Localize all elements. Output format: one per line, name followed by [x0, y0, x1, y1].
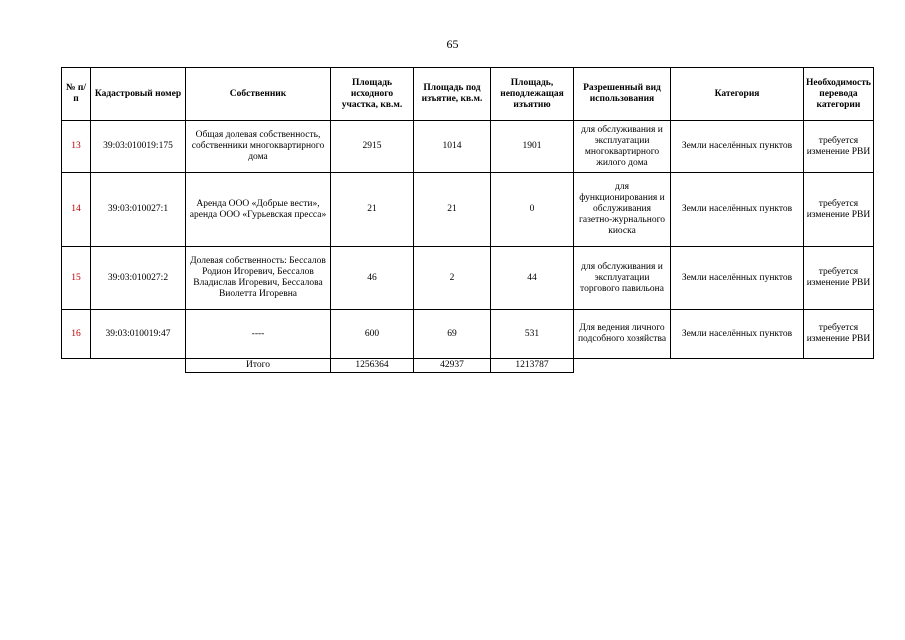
cell-permitted-use: для функционирования и обслуживания газетно-журнального киоска	[574, 173, 671, 247]
cell-transfer-needed: требуется изменение РВИ	[804, 310, 874, 359]
cell-cadastral: 39:03:010027:1	[91, 173, 186, 247]
cell-area-initial: 2915	[331, 121, 414, 173]
cell-transfer-needed: требуется изменение РВИ	[804, 173, 874, 247]
table-row	[62, 121, 874, 173]
page-number: 65	[446, 37, 459, 51]
cell-area-seized: 2	[414, 247, 491, 310]
cell-cadastral: 39:03:010019:47	[91, 310, 186, 359]
totals-row	[62, 359, 874, 373]
totals-area-initial: 1256364	[331, 359, 414, 373]
header-area-initial: Площадь исходного участка, кв.м.	[331, 68, 414, 121]
cell-owner: ----	[186, 310, 331, 359]
cell-cadastral: 39:03:010019:175	[91, 121, 186, 173]
totals-label: Итого	[186, 359, 331, 373]
cell-num: 15	[62, 247, 91, 310]
header-cadastral: Кадастровый номер	[91, 68, 186, 121]
header-area-remaining: Площадь, неподлежащая изъятию	[491, 68, 574, 121]
cell-owner: Общая долевая собственность, собственники многоквартирного дома	[186, 121, 331, 173]
cell-category: Земли населённых пунктов	[671, 173, 804, 247]
cell-num: 16	[62, 310, 91, 359]
cell-num: 13	[62, 121, 91, 173]
header-owner: Собственник	[186, 68, 331, 121]
cell-category: Земли населённых пунктов	[671, 121, 804, 173]
cell-category: Земли населённых пунктов	[671, 247, 804, 310]
cell-owner: Аренда ООО «Добрые вести», аренда ООО «Гурьевская пресса»	[186, 173, 331, 247]
cell-cadastral: 39:03:010027:2	[91, 247, 186, 310]
cell-area-seized: 69	[414, 310, 491, 359]
cell-permitted-use: для обслуживания и эксплуатации многоквартирного жилого дома	[574, 121, 671, 173]
table-row	[62, 173, 874, 247]
table-row	[62, 247, 874, 310]
totals-area-seized: 42937	[414, 359, 491, 373]
cell-transfer-needed: требуется изменение РВИ	[804, 121, 874, 173]
cell-area-initial: 600	[331, 310, 414, 359]
cell-transfer-needed: требуется изменение РВИ	[804, 247, 874, 310]
cell-area-remaining: 531	[491, 310, 574, 359]
cell-area-seized: 1014	[414, 121, 491, 173]
table-row	[62, 310, 874, 359]
header-area-seized: Площадь под изъятие, кв.м.	[414, 68, 491, 121]
header-transfer-needed: Необходимость перевода категории	[804, 68, 874, 121]
header-num: № п/п	[62, 68, 91, 121]
table-header-row	[62, 68, 874, 121]
cell-area-remaining: 0	[491, 173, 574, 247]
header-category: Категория	[671, 68, 804, 121]
cell-owner: Долевая собственность: Бессалов Родион Игоревич, Бессалов Владислав Игоревич, Бессалова Виолетта Игоревна	[186, 247, 331, 310]
cell-permitted-use: Для ведения личного подсобного хозяйства	[574, 310, 671, 359]
cell-num: 14	[62, 173, 91, 247]
cell-area-seized: 21	[414, 173, 491, 247]
totals-area-remaining: 1213787	[491, 359, 574, 373]
cell-category: Земли населённых пунктов	[671, 310, 804, 359]
land-register-table	[61, 67, 874, 373]
cell-permitted-use: для обслуживания и эксплуатации торгового павильона	[574, 247, 671, 310]
cell-area-remaining: 1901	[491, 121, 574, 173]
header-permitted-use: Разрешенный вид использования	[574, 68, 671, 121]
cell-area-initial: 46	[331, 247, 414, 310]
cell-area-initial: 21	[331, 173, 414, 247]
cell-area-remaining: 44	[491, 247, 574, 310]
